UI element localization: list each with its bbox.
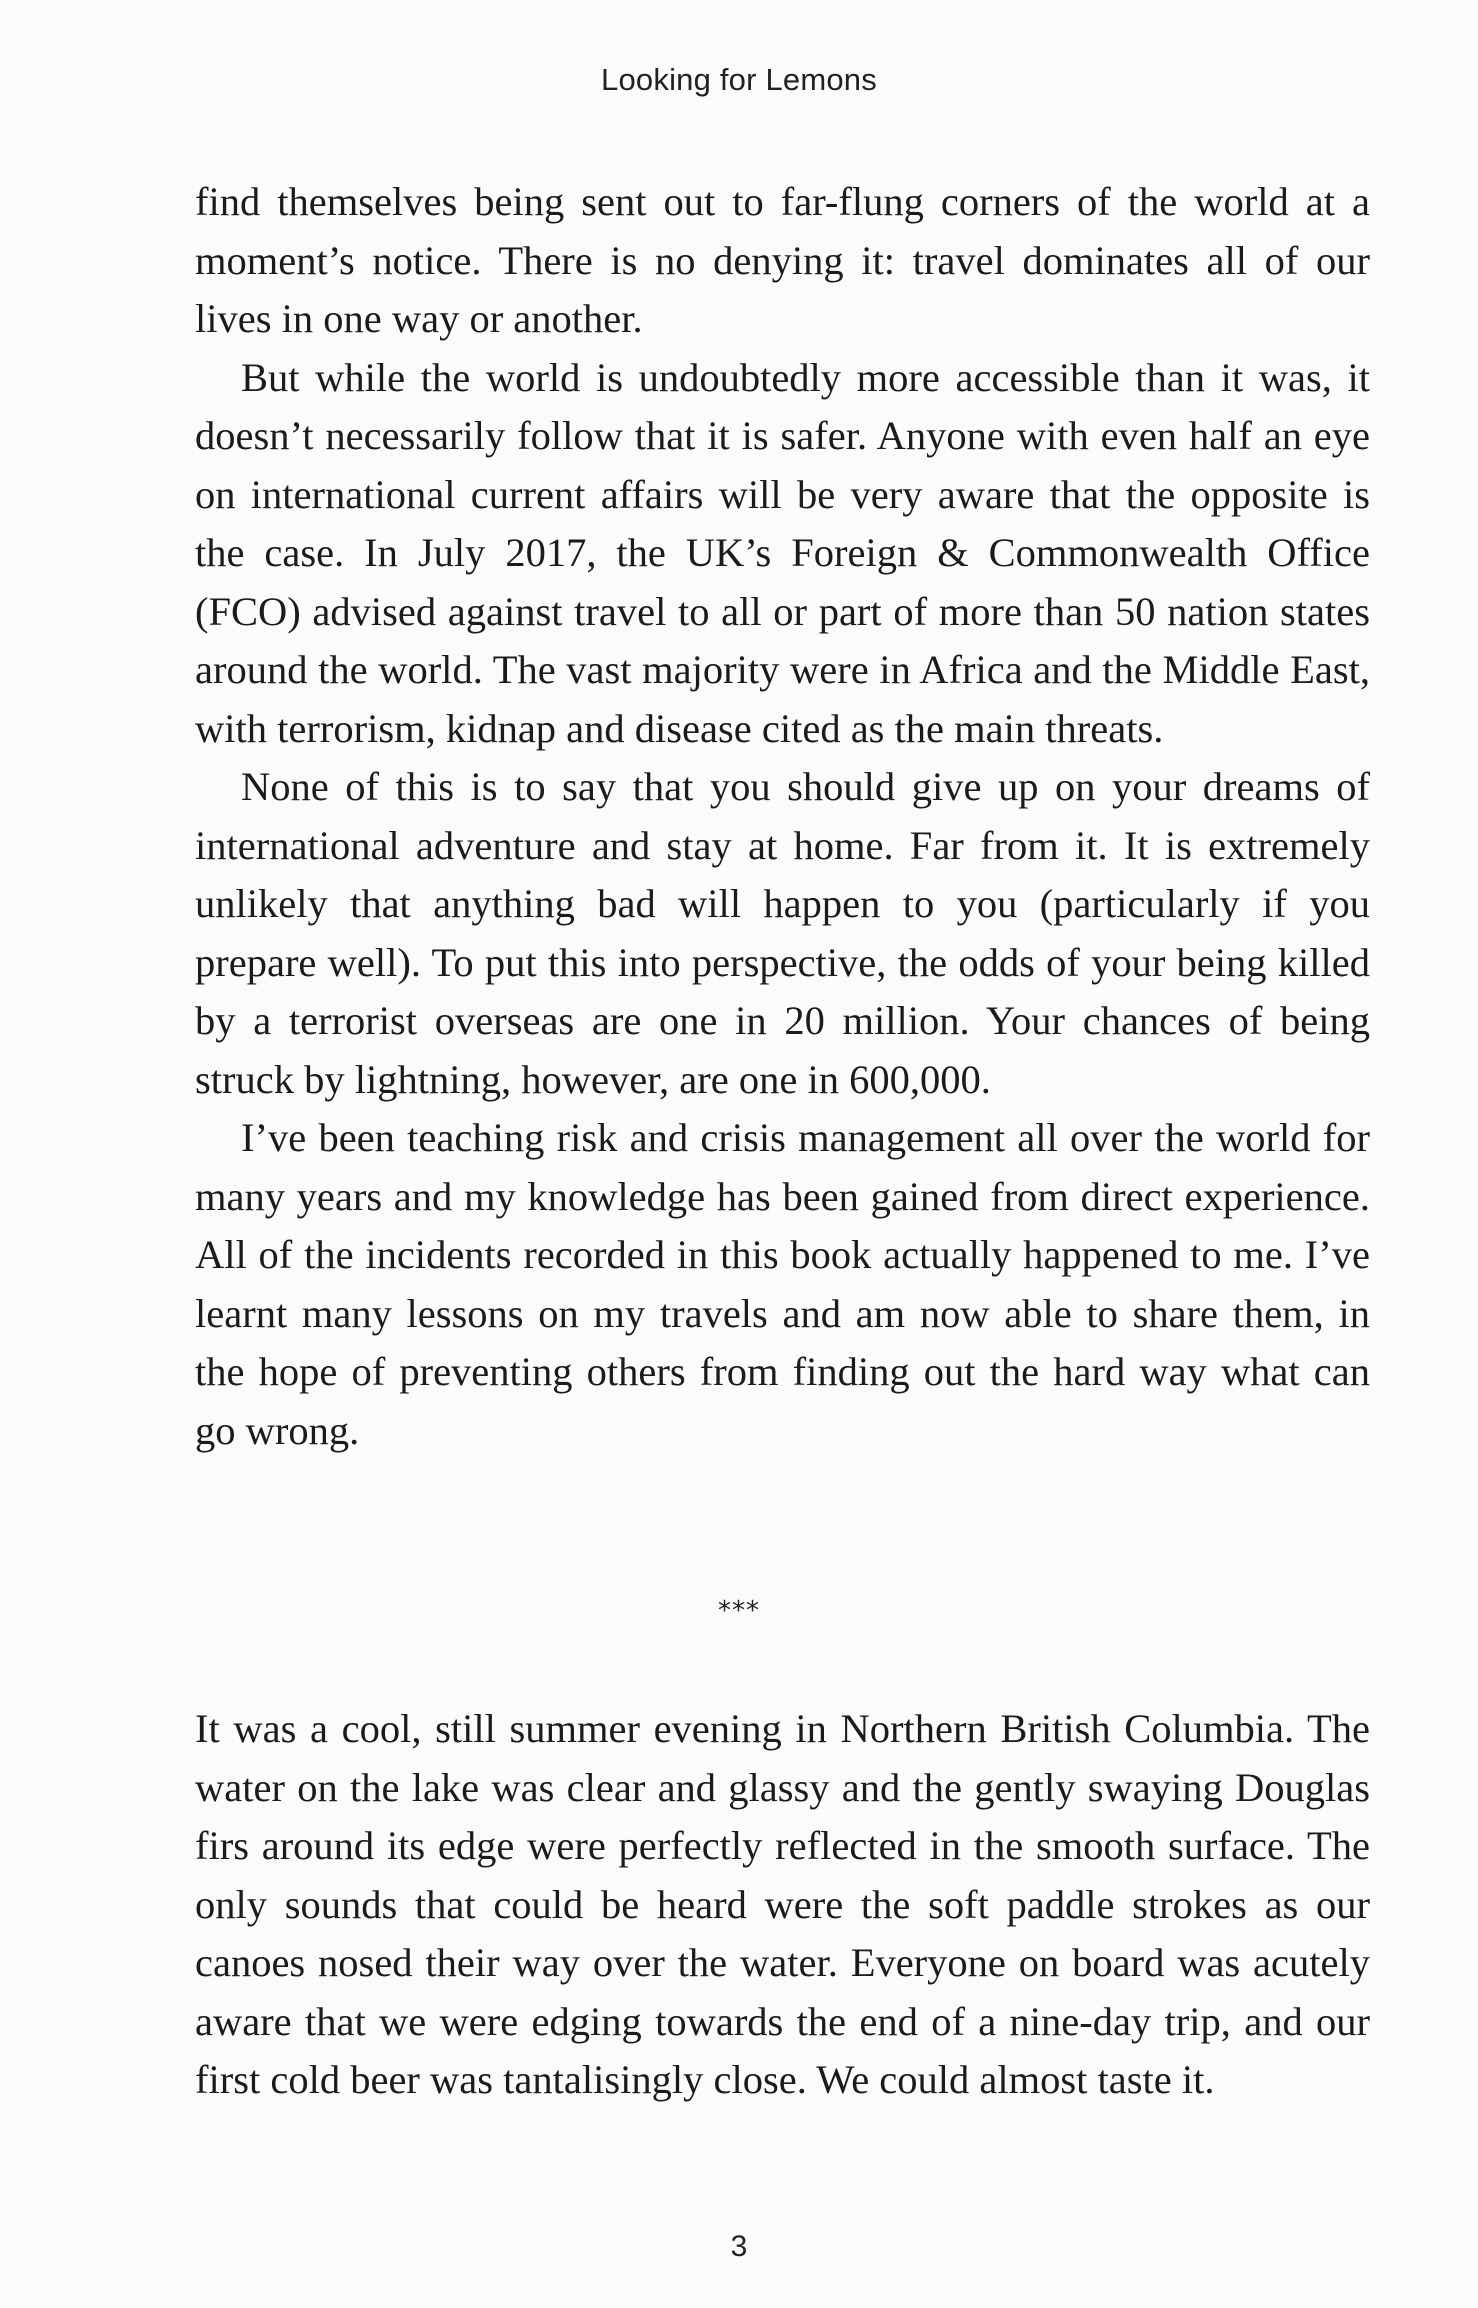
paragraph: I’ve been teaching risk and crisis management all over the world for many years and my knowledge has been gained from direct experience. All of the incidents recorded in this book actually happened to me. I’ve learnt many lessons on my travels and am now able to share them, in the hope of preventing others from finding out the hard way what can go wrong. [195,1115,1370,1453]
page-number: 3 [730,2230,748,2263]
running-head: Looking for Lemons [601,62,877,97]
paragraph: None of this is to say that you should give up on your dreams of international adventure and stay at home. Far from it. It is extremely unlikely that anything bad will happen to you (particularly if you prepare well). To put this into perspective, the odds of your being killed by a terrorist overseas are one in 20 million. Your chances of being struck by lightning, however, are one in 600,000. [195,764,1370,1102]
section-break: *** [718,1596,760,1626]
paragraph-continuation: find themselves being sent out to far-flung corners of the world at a moment’s notice. There is no denying it: travel dominates all of our lives in one way or another. [195,179,1370,341]
body-text-top [195,173,1370,1460]
paragraph: But while the world is undoubtedly more accessible than it was, it doesn’t necessarily follow that it is safer. Anyone with even half an eye on international current affairs will be very aware that the opposite is the case. In July 2017, the UK’s Foreign & Commonwealth Office (FCO) advised against travel to all or part of more than 50 nation states around the world. The vast majority were in Africa and the Middle East, with terrorism, kidnap and disease cited as the main threats. [195,354,1370,751]
paragraph-section-start: It was a cool, still summer evening in Northern British Columbia. The water on the lake was clear and glassy and the gently swaying Douglas firs around its edge were perfectly reflected in the smooth surface. The only sounds that could be heard were the soft paddle strokes as our canoes nosed their way over the water. Everyone on board was acutely aware that we were edging towards the end of a nine-day trip, and our first cold beer was tantalisingly close. We could almost taste it. [195,1706,1370,2102]
body-text-bottom [195,1700,1370,2110]
